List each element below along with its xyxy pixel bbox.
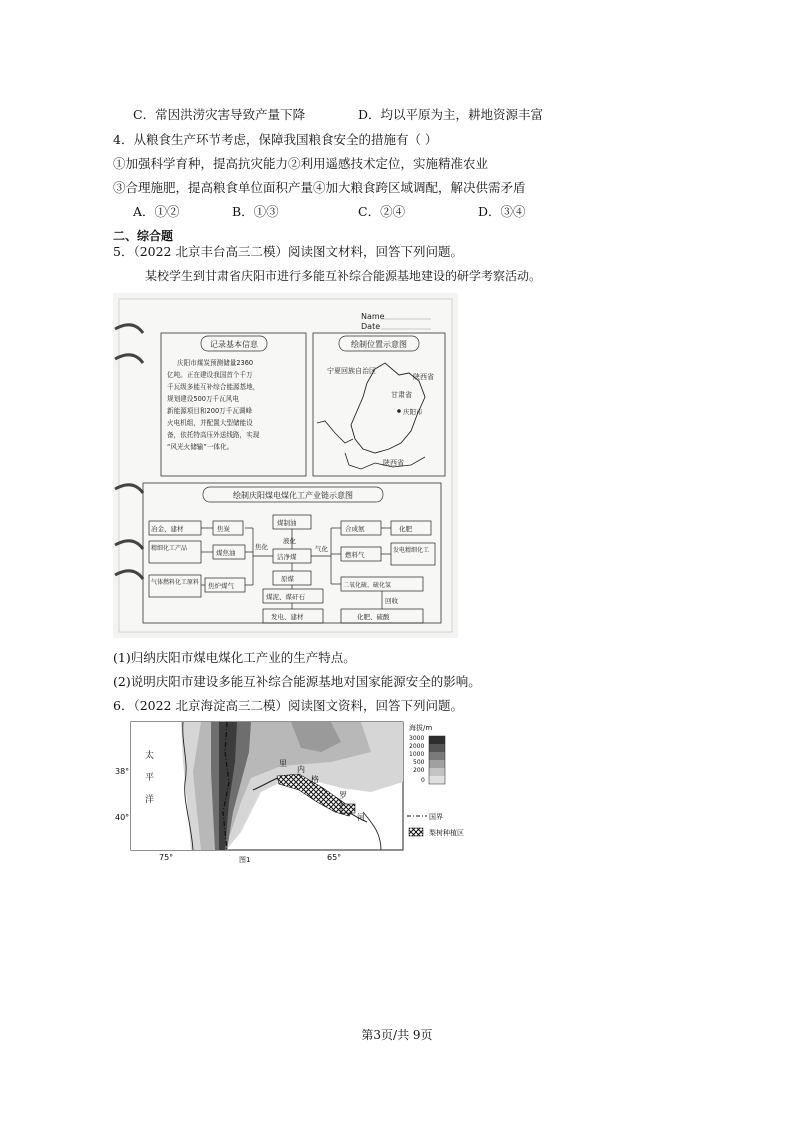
- node-coal-oil: 煤制油: [277, 519, 297, 527]
- legend-level-200: 200: [413, 767, 425, 774]
- q5-stem: 5．（2022 北京丰台高三二模）阅读图文材料，回答下列问题。: [113, 244, 463, 259]
- legend-level-500: 500: [413, 759, 425, 766]
- node-fertilizer: 化肥: [399, 525, 412, 533]
- map-lat-40: 40°: [115, 813, 130, 822]
- location-box-title: 绘制位置示意图: [351, 340, 407, 349]
- info-line-2: 亿吨。正在建设我国首个千万: [167, 371, 253, 379]
- info-line-5: 新能源项目和200万千瓦调峰: [167, 407, 253, 415]
- info-line-7: 备，依托特高压外送线路，实现: [167, 431, 260, 439]
- legend-pear: 梨树种植区: [429, 829, 464, 837]
- node-clean-coal: 洁净煤: [277, 553, 297, 561]
- node-gas-fuel: 气体燃料化工原料: [151, 579, 200, 586]
- node-raw-coal: 原煤: [281, 575, 294, 583]
- map-river-char-5: 河: [357, 813, 365, 822]
- map-ningxia-label: 宁夏回族自治区: [327, 367, 376, 375]
- map-ocean-char-3: 洋: [145, 795, 155, 805]
- info-line-4: 规划建设500万千瓦风电: [167, 395, 239, 403]
- node-tar: 煤焦油: [216, 549, 236, 557]
- map-shaanxi-label-2: 陕西省: [383, 459, 404, 467]
- notebook-date-label: Date: [361, 322, 381, 331]
- q4-option-d: D．③④: [478, 204, 526, 219]
- info-line-3: 千瓦级多能互补综合能源基地，: [167, 383, 260, 391]
- legend-level-2000: 2000: [409, 743, 425, 750]
- notebook-figure: [113, 293, 458, 638]
- label-gasify: 气化: [315, 545, 328, 553]
- label-recover: 回收: [385, 597, 398, 605]
- q5-intro: 某校学生到甘肃省庆阳市进行多能互补综合能源基地建设的研学考察活动。: [145, 269, 542, 283]
- map-shaanxi-label-1: 陕西省: [413, 373, 434, 381]
- node-coke-gas: 焦炉煤气: [208, 582, 234, 590]
- info-line-6: 火电机组，并配置大型储能设: [167, 419, 253, 427]
- map-ocean-char-2: 平: [145, 773, 155, 783]
- map-river-char-1: 里: [279, 759, 287, 768]
- node-ammonia: 合成氨: [345, 525, 365, 533]
- q3-option-d: D．均以平原为主，耕地资源丰富: [358, 107, 544, 122]
- chain-box-title: 绘制庆阳煤电煤化工产业链示意图: [233, 491, 353, 500]
- page-footer: 第3页/共 9页: [361, 1028, 433, 1042]
- node-fine-chem: 精细化工产品: [151, 545, 188, 552]
- legend-level-1000: 1000: [409, 751, 425, 758]
- map-fig-label: 图1: [239, 856, 251, 864]
- node-power: 发电、建材: [271, 613, 304, 621]
- q6-map-figure: [115, 722, 471, 872]
- label-liquefy: 液化: [283, 537, 296, 545]
- node-power-chem: 发电精细化工: [393, 547, 430, 554]
- legend-title: 海拔/m: [409, 724, 433, 732]
- q5-sub-2: (2)说明庆阳市建设多能互补综合能源基地对国家能源安全的影响。: [113, 674, 481, 689]
- info-box-title: 记录基本信息: [210, 340, 258, 349]
- node-coke: 焦炭: [217, 525, 230, 533]
- legend-border: 国界: [429, 813, 443, 821]
- q4-option-a: A．①②: [133, 204, 180, 219]
- q3-option-c: C．常因洪涝灾害导致产量下降: [133, 107, 306, 122]
- q4-statement-1: ①加强科学育种，提高抗灾能力②利用遥感技术定位，实施精准农业: [113, 156, 489, 171]
- map-river-char-3: 格: [311, 775, 319, 784]
- q5-sub-1: (1)归纳庆阳市煤电煤化工产业的生产特点。: [113, 650, 356, 665]
- section-title: 二、综合题: [113, 229, 174, 243]
- map-river-char-4: 罗: [339, 791, 347, 800]
- map-gansu-label: 甘肃省: [391, 391, 412, 399]
- q6-stem: 6．（2022 北京海淀高三二模）阅读图文资料，回答下列问题。: [113, 698, 463, 713]
- node-gangue: 煤泥、煤矸石: [266, 593, 305, 601]
- map-lon-65: 65°: [327, 853, 342, 862]
- map-river-char-2: 内: [297, 765, 305, 774]
- map-ocean-char-1: 太: [145, 751, 155, 761]
- node-fert-sulfur: 化肥、硫酸: [357, 613, 390, 621]
- q4-option-c: C．②④: [358, 204, 406, 219]
- legend-level-0: 0: [421, 777, 425, 784]
- info-line-8: “风光火储输”一体化。: [167, 443, 234, 451]
- q4-statement-2: ③合理施肥，提高粮食单位面积产量④加大粮食跨区域调配，解决供需矛盾: [113, 180, 526, 195]
- q4-stem: 4．从粮食生产环节考虑，保障我国粮食安全的措施有（ ）: [113, 132, 438, 147]
- map-legend: [407, 723, 464, 837]
- node-fuel-gas: 燃料气: [345, 551, 365, 559]
- map-lat-38: 38°: [115, 767, 130, 776]
- map-lon-75: 75°: [159, 853, 174, 862]
- map-qingyang-label: 庆阳市: [403, 408, 423, 416]
- label-coking: 焦化: [255, 543, 268, 551]
- node-metal: 冶金、建材: [151, 525, 184, 533]
- info-line-1: 庆阳市煤炭预测储量2360: [177, 359, 254, 367]
- q4-option-b: B．①③: [232, 204, 279, 219]
- notebook-name-label: Name: [361, 312, 385, 321]
- node-so2: 二氧化硫、硫化氢: [343, 582, 392, 589]
- legend-level-3000: 3000: [409, 735, 425, 742]
